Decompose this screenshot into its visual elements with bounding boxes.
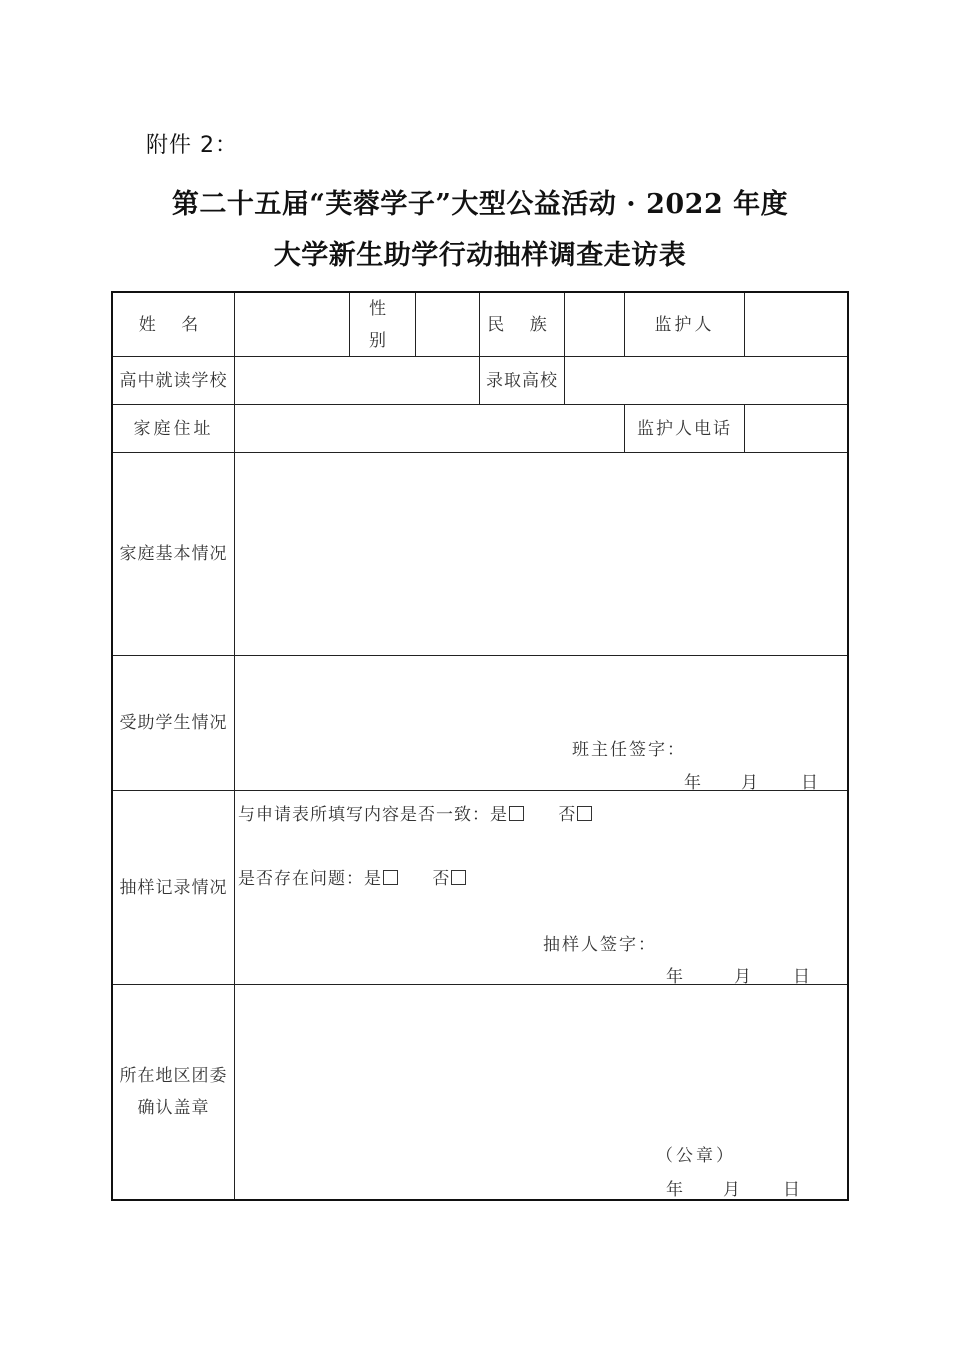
name-field[interactable]	[235, 293, 349, 356]
sampling-date-year: 年	[666, 967, 683, 987]
student-date-month: 月	[741, 773, 758, 793]
seal-date-month: 月	[723, 1180, 740, 1200]
student-date-day: 日	[801, 773, 818, 793]
league-committee-label	[113, 985, 234, 1199]
class-teacher-signature-label: 班主任签字：	[572, 740, 686, 760]
league-committee-label-line1: 所在地区团委	[119, 1066, 228, 1086]
problem-question-text: 是否存在问题：是	[238, 869, 382, 889]
family-situation-label: 家庭基本情况	[119, 544, 228, 564]
problem-no-label: 否	[432, 869, 451, 889]
seal-date-day: 日	[783, 1180, 800, 1200]
address-label: 家庭住址	[133, 418, 214, 439]
high-school-label: 高中就读学校	[119, 370, 228, 391]
guardian-label: 监护人	[654, 314, 715, 335]
guardian-field[interactable]	[745, 293, 847, 356]
name-label: 姓 名	[138, 314, 209, 335]
consistency-question-text: 与申请表所填写内容是否一致：是	[238, 805, 508, 825]
attachment-label: 附件 2：	[146, 133, 238, 158]
sampling-date-day: 日	[793, 967, 810, 987]
problem-question	[238, 864, 466, 889]
consistency-yes-checkbox[interactable]	[509, 806, 524, 821]
student-situation-label: 受助学生情况	[119, 713, 228, 733]
form-title-line1: 第二十五届“芙蓉学子”大型公益活动 · 2022 年度	[171, 189, 789, 220]
seal-date-year: 年	[666, 1180, 683, 1200]
address-field[interactable]	[235, 405, 624, 452]
problem-no-checkbox[interactable]	[451, 870, 466, 885]
sampling-record-label: 抽样记录情况	[119, 877, 228, 898]
problem-yes-checkbox[interactable]	[383, 870, 398, 885]
guardian-phone-label: 监护人电话	[637, 418, 732, 439]
league-committee-seal-area[interactable]	[235, 985, 847, 1199]
sampler-signature-label: 抽样人签字：	[543, 935, 657, 955]
admitted-college-field[interactable]	[565, 357, 847, 404]
consistency-question	[238, 800, 592, 825]
student-date-year: 年	[684, 773, 701, 793]
form-title-line2: 大学新生助学行动抽样调查走访表	[273, 240, 687, 271]
official-seal-label: （公章）	[656, 1146, 736, 1166]
league-committee-label-line2: 确认盖章	[137, 1098, 210, 1118]
gender-field[interactable]	[416, 293, 479, 356]
ethnicity-field[interactable]	[565, 293, 624, 356]
consistency-no-label: 否	[558, 805, 577, 825]
ethnicity-label: 民 族	[487, 314, 557, 335]
guardian-phone-field[interactable]	[745, 405, 847, 452]
high-school-field[interactable]	[235, 357, 479, 404]
family-situation-field[interactable]	[235, 453, 847, 655]
gender-label: 性 别	[369, 298, 396, 351]
sampling-date-month: 月	[734, 967, 751, 987]
survey-form-table	[111, 291, 849, 1201]
consistency-no-checkbox[interactable]	[577, 806, 592, 821]
admitted-college-label: 录取高校	[486, 370, 558, 391]
